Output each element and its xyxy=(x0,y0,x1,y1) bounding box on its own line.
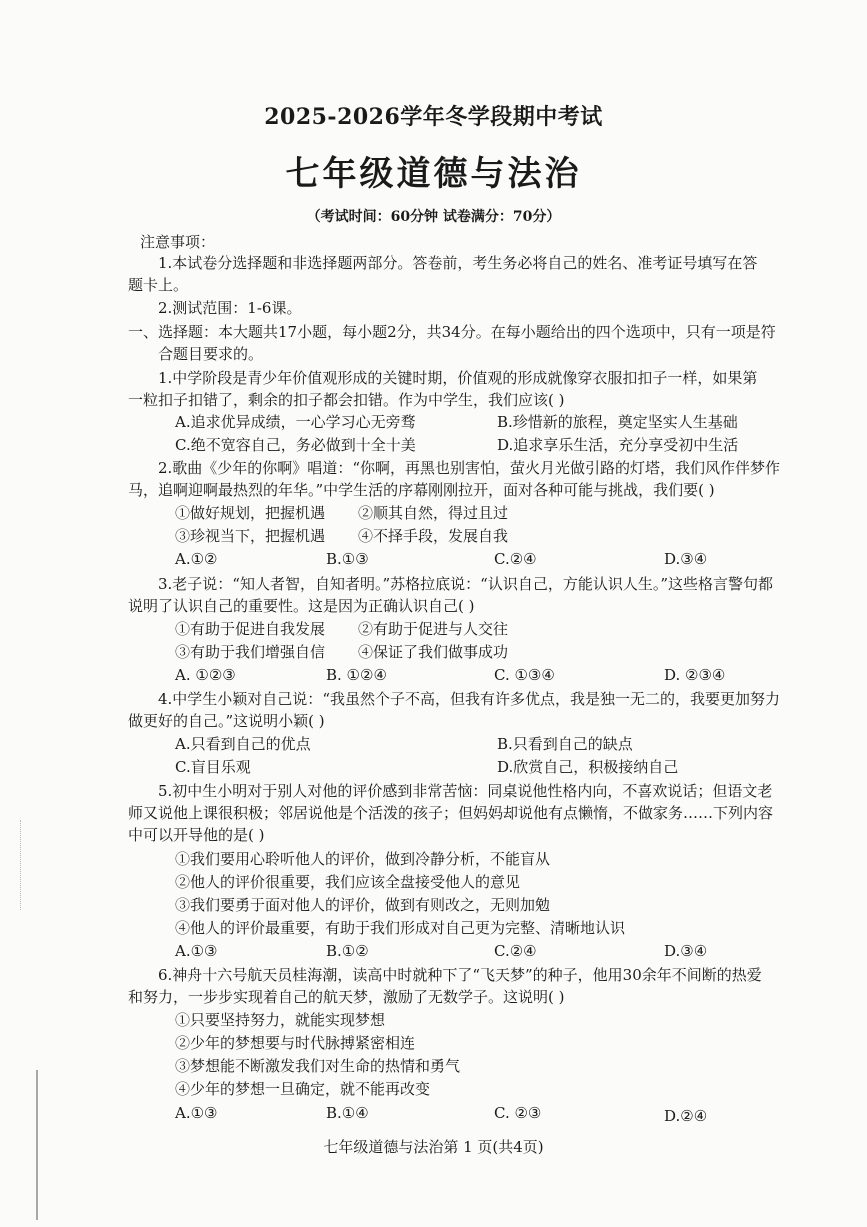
subject-title: 七年级道德与法治 xyxy=(285,154,582,194)
q1-option-c: C.绝不宽容自己，务必做到十全十美 xyxy=(175,436,416,454)
q3-option-c: C. ①③④ xyxy=(494,666,555,684)
q2-item-1: ①做好规划，把握机遇 xyxy=(175,504,326,522)
q5-stem-2: 师又说他上课很积极；邻居说他是个活泼的孩子；但妈妈却说他有点懒惰，不做家务……下列内容 xyxy=(128,804,774,822)
q3-item-2: ②有助于促进与人交往 xyxy=(358,620,509,638)
q4-option-d: D.欣赏自己，积极接纳自己 xyxy=(497,758,679,776)
q2-item-4: ④不择手段，发展自我 xyxy=(358,527,509,545)
section-1-line-1: 一、选择题：本大题共17小题，每小题2分，共34分。在每小题给出的四个选项中，只有一项是符 xyxy=(128,323,776,341)
q5-stem-3: 中可以开导他的是( ) xyxy=(128,826,265,844)
q4-option-a: A.只看到自己的优点 xyxy=(175,735,311,753)
q6-option-c: C. ②③ xyxy=(494,1104,542,1122)
q3-stem-1: 3.老子说：“知人者智，自知者明。”苏格拉底说：“认识自己，方能认识人生。”这些格言警句都 xyxy=(158,575,773,593)
q5-option-b: B.①② xyxy=(326,942,369,960)
q3-item-3: ③有助于我们增强自信 xyxy=(175,643,326,661)
q4-option-b: B.只看到自己的缺点 xyxy=(497,735,633,753)
q6-stem-2: 和努力，一步步实现着自己的航天梦，激励了无数学子。这说明( ) xyxy=(128,988,565,1006)
q4-stem-2: 做更好的自己。”这说明小颖( ) xyxy=(128,712,325,730)
q5-item-3: ③我们要勇于面对他人的评价，做到有则改之，无则加勉 xyxy=(175,896,551,914)
exam-title: 2025-2026学年冬学段期中考试 xyxy=(264,104,603,130)
q1-option-b: B.珍惜新的旅程，奠定坚实人生基础 xyxy=(497,413,738,431)
q1-option-a: A.追求优异成绩，一心学习心无旁骛 xyxy=(175,413,416,431)
q5-option-a: A.①③ xyxy=(175,942,218,960)
q2-option-b: B.①③ xyxy=(326,550,369,568)
q4-stem-1: 4.中学生小颖对自己说：“我虽然个子不高，但我有许多优点，我是独一无二的，我要更加努力 xyxy=(158,690,780,708)
q2-stem-2: 马，追啊迎啊最热烈的年华。”中学生活的序幕刚刚拉开，面对各种可能与挑战，我们要( ) xyxy=(128,481,715,499)
q2-item-3: ③珍视当下，把握机遇 xyxy=(175,527,326,545)
exam-info: （考试时间：60分钟 试卷满分：70分） xyxy=(306,209,561,225)
q1-stem-2: 一粒扣子扣错了，剩余的扣子都会扣错。作为中学生，我们应该( ) xyxy=(128,391,565,409)
q3-option-b: B. ①②④ xyxy=(326,666,387,684)
q1-option-d: D.追求享乐生活，充分享受初中生活 xyxy=(497,436,739,454)
q6-stem-1: 6.神舟十六号航天员桂海潮，读高中时就种下了“飞天梦”的种子，他用30余年不间断的热爱 xyxy=(158,966,762,984)
q6-option-b: B.①④ xyxy=(326,1104,369,1122)
q6-item-4: ④少年的梦想一旦确定，就不能再改变 xyxy=(175,1080,431,1098)
q5-option-c: C.②④ xyxy=(494,942,537,960)
q1-stem-1: 1.中学阶段是青少年价值观形成的关键时期，价值观的形成就像穿衣服扣扣子一样，如果第 xyxy=(158,369,758,387)
q2-option-a: A.①② xyxy=(175,550,218,568)
q5-option-d: D.③④ xyxy=(664,942,708,960)
q6-item-1: ①只要坚持努力，就能实现梦想 xyxy=(175,1011,386,1029)
note-2: 2.测试范围：1-6课。 xyxy=(158,299,302,317)
q5-item-1: ①我们要用心聆听他人的评价，做到冷静分析，不能盲从 xyxy=(175,850,551,868)
scan-edge-mark xyxy=(36,1070,38,1220)
q2-option-c: C.②④ xyxy=(494,550,537,568)
q2-option-d: D.③④ xyxy=(664,550,708,568)
q3-option-d: D. ②③④ xyxy=(664,666,726,684)
q4-option-c: C.盲目乐观 xyxy=(175,758,251,776)
q6-option-d: D.②④ xyxy=(664,1107,708,1125)
q3-item-1: ①有助于促进自我发展 xyxy=(175,620,326,638)
section-1-line-2: 合题目要求的。 xyxy=(158,345,264,363)
q5-item-4: ④他人的评价最重要，有助于我们形成对自己更为完整、清晰地认识 xyxy=(175,919,626,937)
q6-option-a: A.①③ xyxy=(175,1104,218,1122)
q6-item-2: ②少年的梦想要与时代脉搏紧密相连 xyxy=(175,1034,416,1052)
q5-item-2: ②他人的评价很重要，我们应该全盘接受他人的意见 xyxy=(175,873,521,891)
note-1-line-1: 1.本试卷分选择题和非选择题两部分。答卷前，考生务必将自己的姓名、准考证号填写在答 xyxy=(158,254,758,272)
q3-item-4: ④保证了我们做事成功 xyxy=(358,643,509,661)
q2-item-2: ②顺其自然，得过且过 xyxy=(358,504,509,522)
notes-heading: 注意事项： xyxy=(140,233,216,251)
page-footer: 七年级道德与法治第 1 页(共4页) xyxy=(323,1138,544,1156)
q5-stem-1: 5.初中生小明对于别人对他的评价感到非常苦恼：同桌说他性格内向，不喜欢说话；但语文老 xyxy=(158,782,773,800)
q6-item-3: ③梦想能不断激发我们对生命的热情和勇气 xyxy=(175,1057,461,1075)
scan-edge-dots xyxy=(20,820,22,910)
q2-stem-1: 2.歌曲《少年的你啊》唱道：“你啊，再黑也别害怕，萤火月光做引路的灯塔，我们风作伴梦作 xyxy=(158,459,780,477)
q3-stem-2: 说明了认识自己的重要性。这是因为正确认识自己( ) xyxy=(128,597,475,615)
q3-option-a: A. ①②③ xyxy=(175,666,236,684)
note-1-line-2: 题卡上。 xyxy=(128,276,189,294)
